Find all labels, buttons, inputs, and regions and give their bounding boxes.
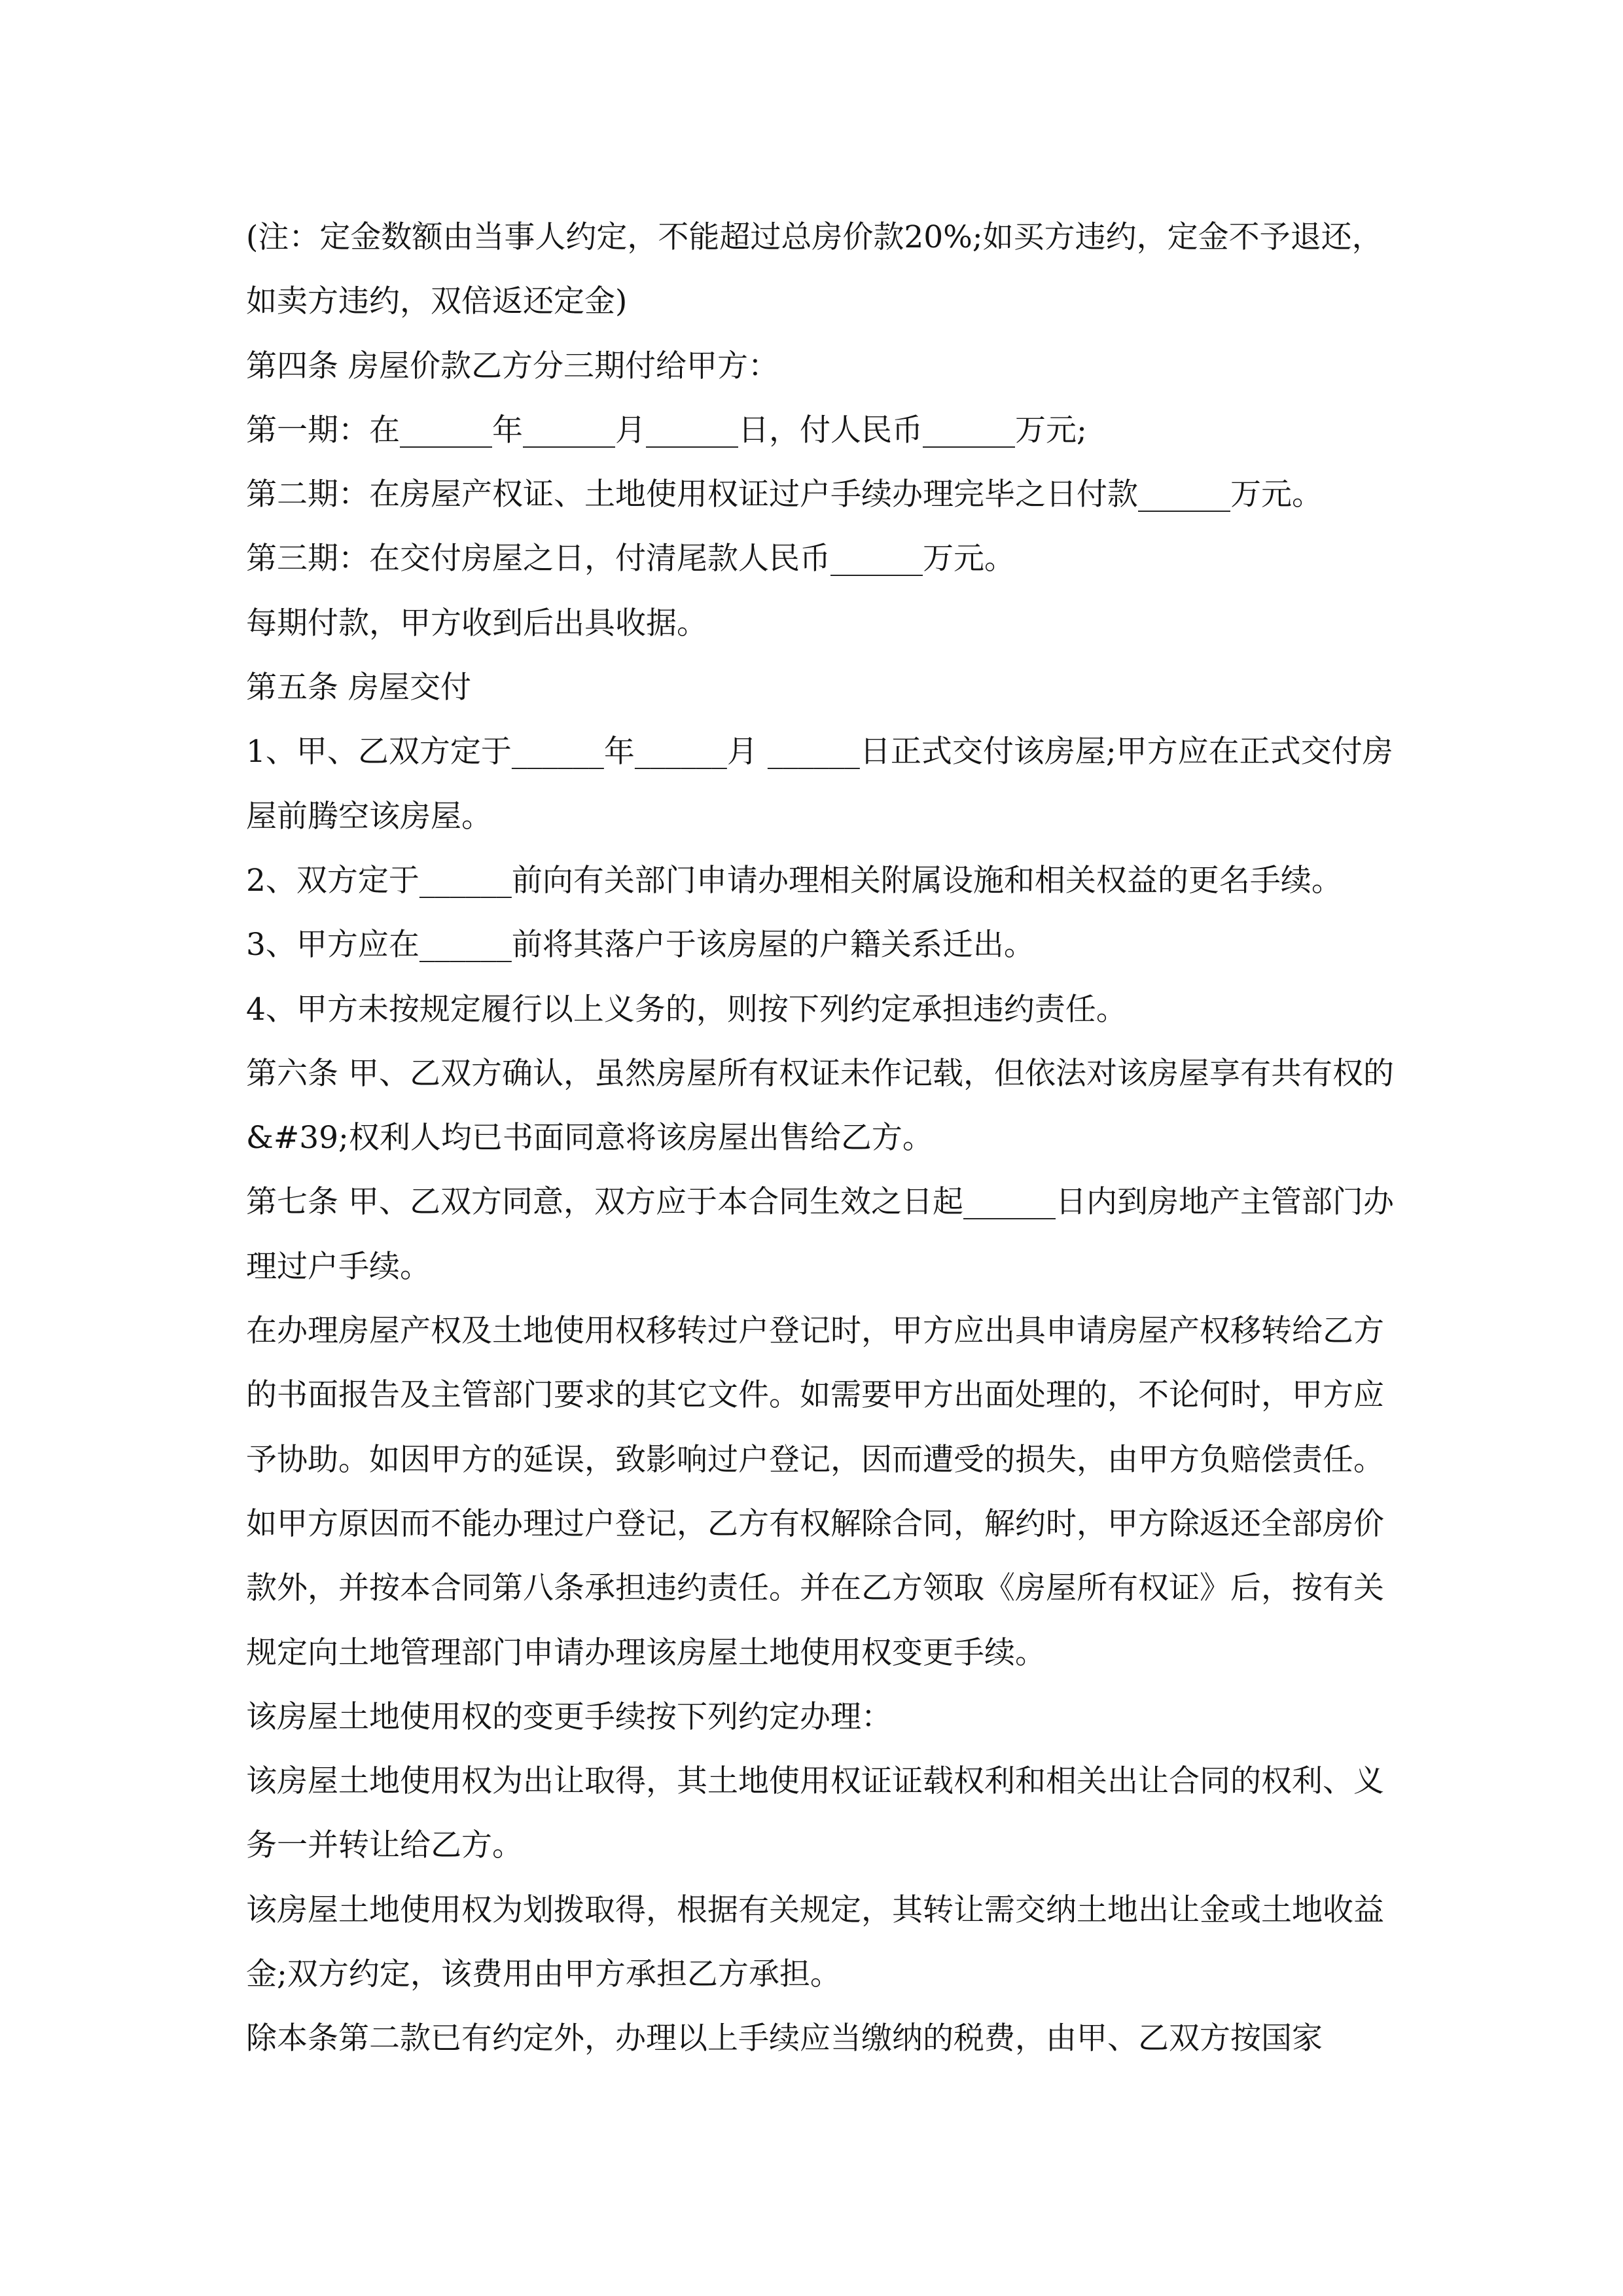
land-use-allocation: 该房屋土地使用权为划拨取得，根据有关规定，其转让需交纳土地出让金或土地收益金;双方约定，该费用由甲方承担乙方承担。 — [246, 1892, 1384, 1993]
land-use-transfer: 该房屋土地使用权为出让取得，其土地使用权证证载权利和相关出让合同的权利、义务一并转让给乙方。 — [246, 1763, 1384, 1864]
delivery-item-3: 3、甲方应在______前将其落户于该房屋的户籍关系迁出。 — [246, 927, 1035, 963]
article-4-heading: 第四条 房屋价款乙方分三期付给甲方： — [246, 348, 779, 384]
payment-phase-1: 第一期：在______年______月______日，付人民币______万元; — [246, 412, 1087, 448]
contract-text — [246, 206, 1398, 2072]
payment-receipt: 每期付款，甲方收到后出具收据。 — [246, 605, 707, 641]
payment-phase-2: 第二期：在房屋产权证、土地使用权证过户手续办理完毕之日付款______万元。 — [246, 476, 1323, 513]
note-deposit: (注：定金数额由当事人约定，不能超过总房价款20%;如买方违约，定金不予退还，如卖方违约，双倍返还定金) — [246, 219, 1383, 320]
article-6: 第六条 甲、乙双方确认，虽然房屋所有权证未作记载，但依法对该房屋享有共有权的&#39;权利人均已书面同意将该房屋出售给乙方。 — [246, 1055, 1394, 1157]
land-use-change-intro: 该房屋土地使用权的变更手续按下列约定办理： — [246, 1698, 892, 1735]
article-5-heading: 第五条 房屋交付 — [246, 670, 471, 706]
transfer-registration: 在办理房屋产权及土地使用权移转过户登记时，甲方应出具申请房屋产权移转给乙方的书面报告及主管部门要求的其它文件。如需要甲方出面处理的，不论何时，甲方应予协助。如因甲方的延误，致影响过户登记，因而遭受的损失，由甲方负赔偿责任。如甲方原因而不能办理过户登记，乙方有权解除合同，解约时，甲方除返还全部房价款外，并按本合同第八条承担违约责任。并在乙方领取《房屋所有权证》后，按有关规定向土地管理部门申请办理该房屋土地使用权变更手续。 — [246, 1313, 1384, 1671]
delivery-item-2: 2、双方定于______前向有关部门申请办理相关附属设施和相关权益的更名手续。 — [246, 862, 1342, 899]
delivery-item-1: 1、甲、乙双方定于______年______月 ______日正式交付该房屋;甲方应在正式交付房屋前腾空该房屋。 — [246, 734, 1393, 834]
tax-fees: 除本条第二款已有约定外，办理以上手续应当缴纳的税费，由甲、乙双方按国家 — [246, 2020, 1323, 2057]
article-7: 第七条 甲、乙双方同意，双方应于本合同生效之日起______日内到房地产主管部门办理过户手续。 — [246, 1184, 1394, 1285]
payment-phase-3: 第三期：在交付房屋之日，付清尾款人民币______万元。 — [246, 541, 1015, 577]
delivery-item-4: 4、甲方未按规定履行以上义务的，则按下列约定承担违约责任。 — [246, 991, 1127, 1028]
